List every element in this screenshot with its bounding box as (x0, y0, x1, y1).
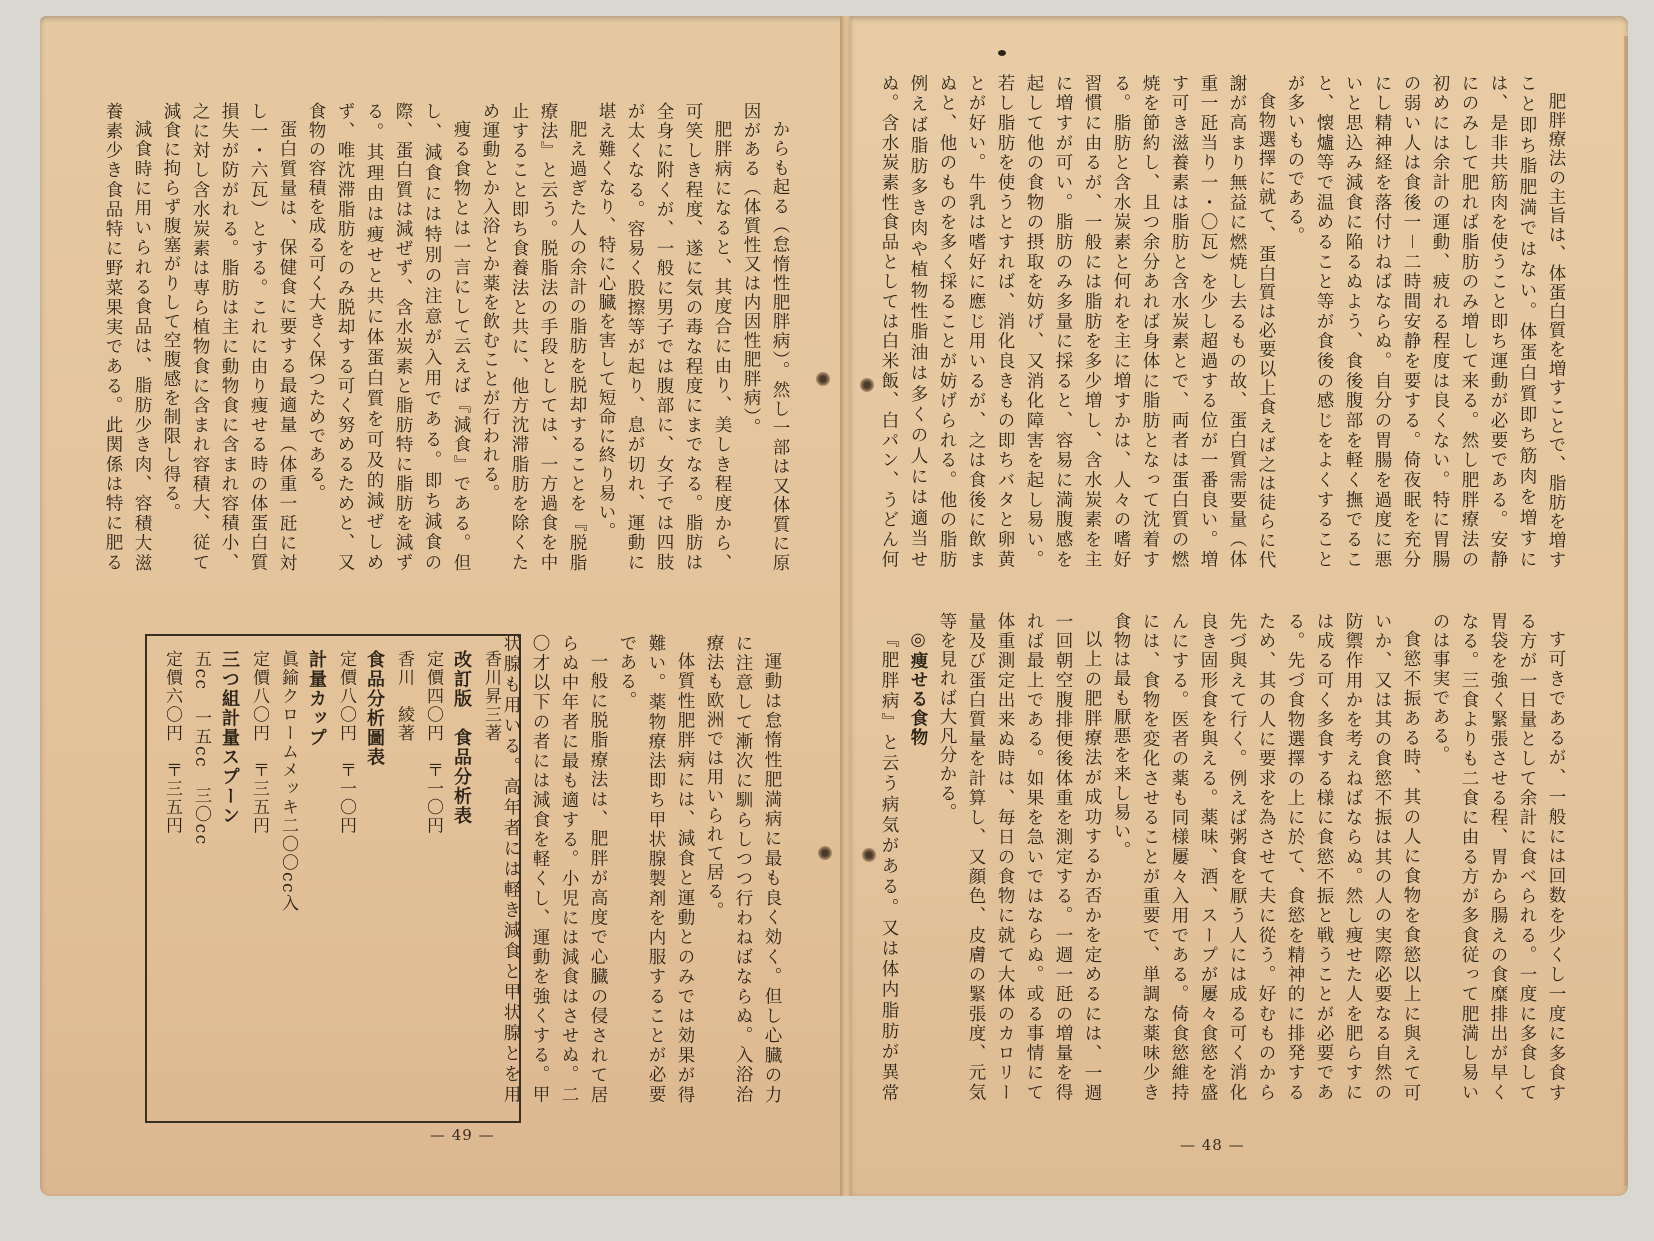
paragraph: 蛋白質量は、保健食に要する最適量（体重一瓩に対し一・六瓦）とする。これに由り痩せる時の体蛋白質損失が防がれる。脂肪は主に動物食に含まれ容積小、之に対し含水炭素は専ら植物食に含まれ容積大、従て減食に拘らず腹塞がりして空腹感を制限し得る。 (161, 102, 297, 572)
binding-hole (862, 848, 876, 862)
section-heading: ◎痩せる食物 (908, 629, 928, 747)
advertisement-box (145, 634, 521, 1123)
right-lower-column (870, 612, 1570, 1102)
ad-product-2-desc: 五cc 一五cc 三〇cc (191, 650, 211, 846)
open-book (28, 16, 1626, 1211)
ink-mark (998, 50, 1006, 56)
binding-hole (816, 372, 830, 386)
binding-hole (818, 846, 832, 860)
ad-product-2-title: 三つ組計量スプーン (219, 650, 240, 826)
paragraph: 運動は怠惰性肥満病に最も良く効く。但し心臓の力に注意して漸次に馴らしつつ行わねばならぬ。入浴治療法も欧洲では用いられて居る。 (704, 634, 782, 1104)
ad-book-1-price: 定價四〇円 〒一〇円 (423, 650, 443, 835)
page-number-48: — 48 — (1180, 1136, 1245, 1154)
page-number-49: — 49 — (430, 1126, 495, 1144)
left-lower-column (496, 634, 786, 1104)
paragraph: 『肥胖病』と云う病気がある。又は体内脂肪が異常 (879, 629, 899, 1102)
ad-book-2-title: 食品分析圖表 (364, 650, 385, 767)
ad-author-2: 香川 綾著 (394, 650, 414, 743)
paragraph: す可きであるが、一般には回数を少くし一度に多食する方が一日量として余計に食べられる。一度に多食して胃袋を強く緊張させる程、胃から腸えの食糜排出が早くなる。三食よりも二食に由る方が多食従って肥満し易いのは事実である。 (1430, 612, 1566, 1102)
page-48 (850, 16, 1628, 1196)
left-upper-column (94, 102, 794, 572)
page-edge (1624, 36, 1628, 1186)
paragraph: 以上の肥胖療法が成功するか否かを定めるには、一週一回朝空腹排便後体重を測定する。一週一瓩の増量を得れば最上である。如果を急いではならぬ。或る事情にて体重測定出来ぬ時は、毎日の食物に就て大体のカロリー量及び蛋白質量を計算し、又顔色、皮膚の緊張度、元気等を見れば大凡分かる。 (937, 612, 1102, 1102)
paragraph: 肥え過ぎた人の余計の脂肪を脱却することを『脱脂療法』と云う。脱脂法の手段としては、一方過食を中止すること即ち食養法と共に、他方沈滞脂肪を除くため運動とか入浴とか薬を飲むことが行われる。 (480, 102, 587, 572)
paragraph: 一般に脱脂療法は、肥胖が高度で心臓の侵されて居らぬ中年者に最も適する。小児には減食はさせぬ。二〇才以下の者には減食を軽くし、運動を強くする。甲状腺も用いる。高年者には軽き減食と甲状腺とを用 (501, 634, 608, 1104)
paragraph: からも起る（怠惰性肥胖病）。然し一部は又体質に原因がある（体質性又は内因性肥胖病）。 (741, 102, 790, 572)
paragraph: 食慾不振ある時、其の人に食物を食慾以上に與えて可いか、又は其の食慾不振は其の人の実際必要なる自然の防禦作用かを考えねばならぬ。然し痩せた人を肥らすには成る可く多食する様に食慾不振と戦うことが必要である。先づ食物選擇の上に於て、食慾を精神的に排発するため、其の人に要求を為させて夫に從う。好むものから先づ與えて行く。例えば粥食を厭う人には成る可く消化良き固形食を與える。薬味、酒、スープが屢々食慾を盛んにする。医者の薬も同様屢々入用である。倚食慾維持には、食物を変化させることが重要で、単調な薬味少き食物は最も厭悪を来し易い。 (1111, 612, 1421, 1102)
paragraph: 痩る食物とは一言にして云えば『減食』である。但し、減食には特別の注意が入用である。即ち減食の際、蛋白質は減ぜず、含水炭素と脂肪特に脂肪を減ずる。其理由は痩せと共に体蛋白質を可及的減ぜしめず、唯沈滞脂肪をのみ脱却する可く努めるためと、又食物の容積を成る可く大きく保つためである。 (306, 102, 471, 572)
paragraph: 体質性肥胖病には、減食と運動とのみでは効果が得難い。薬物療法即ち甲状腺製剤を内服することが必要である。 (617, 634, 695, 1104)
ad-product-1-desc: 眞鍮クロームメッキ二〇〇cc入 (278, 650, 298, 913)
binding-hole (860, 378, 874, 392)
ad-book-2-price: 定價八〇円 〒一〇円 (336, 650, 356, 835)
page-49 (40, 16, 846, 1196)
right-upper-column (870, 74, 1570, 569)
paragraph: 減食時に用いられる食品は、脂肪少き肉、容積大滋養素少き食品特に野菜果実である。此関係は特に肥る (103, 102, 152, 572)
ad-product-2-price: 定價六〇円 〒三五円 (162, 650, 182, 835)
paragraph: 肥胖病になると、其度合に由り、美しき程度から、可笑しき程度、遂に気の毒な程度にまでなる。脂肪は全身に附くが、一般に男子では腹部に、女子では四肢が太くなる。容易く股擦等が起り、息が切れ、運動に堪え難くなり、特に心臓を害して短命に終り易い。 (596, 102, 732, 572)
paragraph: 食物選擇に就て、蛋白質は必要以上食えば之は徒らに代謝が高まり無益に燃焼し去るもの故、蛋白質需要量（体重一瓩当り一・〇瓦）を少し超過する位が一番良い。増す可き滋養素は脂肪と含水炭素とで、両者は蛋白質の燃焼を節約し、且つ余分あれば身体に脂肪となって沈着する。脂肪と含水炭素と何れを主に増すかは、人々の嗜好習慣に由るが、一般には脂肪を多少増し、含水炭素を主に増すが可い。脂肪のみ多量に採ると、容易に満腹感を起して他の食物の摂取を妨げ、又消化障害を起し易い。若し脂肪を使うとすれば、消化良きもの即ちバタと卵黄とが好い。牛乳は嗜好に應じ用いるが、之は食後に飲まぬと、他のものを多く採ることが妨げられる。他の脂肪例えば脂肪多き肉や植物性脂油は多くの人には適当せぬ。含水炭素性食品としては白米飯、白パン、うどん何 (879, 74, 1276, 569)
ad-book-1-title: 改訂版 食品分析表 (451, 650, 472, 826)
ad-product-1-price: 定價八〇円 〒三五円 (249, 650, 269, 835)
paragraph: 肥胖療法の主旨は、体蛋白質を増すことで、脂肪を増すこと即ち脂肥満ではない。体蛋白質即ち筋肉を増すには、是非共筋肉を使うこと即ち運動が必要である。安静にのみして肥れば脂肪のみ増して来る。然し肥胖療法の初めには余計の運動、疲れる程度は良くない。特に胃腸の弱い人は食後一－二時間安静を要する。倚夜眠を充分にし精神経を落付けねばならぬ。自分の胃腸を過度に悪いと思込み減食に陥るぬよう、食後腹部を軽く撫でること、懐爐等で温めること等が食後の感じをよくすることが多いものである。 (1285, 74, 1566, 569)
ad-author-1: 香川昇三著 (481, 650, 501, 743)
ad-product-1-title: 計量カップ (306, 650, 327, 748)
